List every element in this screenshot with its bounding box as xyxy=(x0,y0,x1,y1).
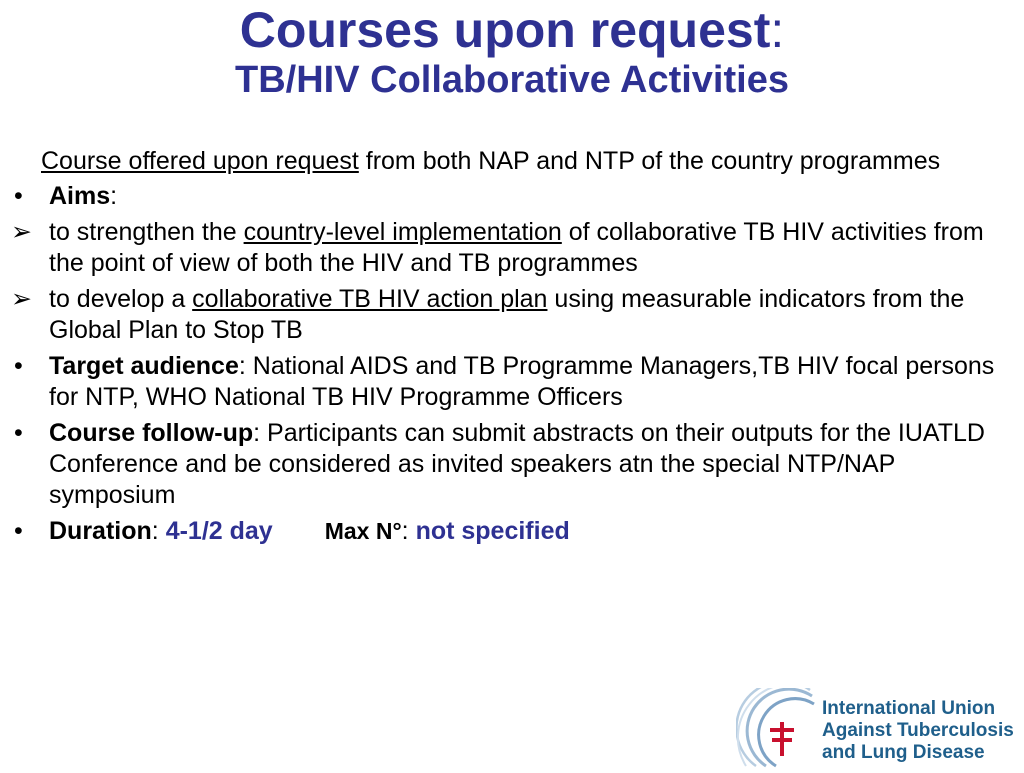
duration-colon: : xyxy=(151,517,166,545)
duration-label: Duration xyxy=(49,517,152,545)
title-colon: : xyxy=(770,2,785,58)
aim-2-post: using measurable indicators from the Global Plan to Stop TB xyxy=(49,285,965,344)
aim-1-post: of collaborative TB HIV activities from the point of view of both the HIV and TB programmes xyxy=(49,218,984,277)
target-label: Target audience xyxy=(49,352,239,380)
intro-rest-text: from both NAP and NTP of the country programmes xyxy=(358,147,941,175)
bullet-target-audience xyxy=(0,351,1010,413)
logo-line-2: Against Tuberculosis xyxy=(822,720,1014,741)
slide-body xyxy=(0,146,1010,552)
bullet-dot: • xyxy=(14,419,23,447)
aim-1-underlined: country-level implementation xyxy=(243,218,562,246)
aim-item-2 xyxy=(0,284,1010,346)
slide-subtitle: TB/HIV Collaborative Activities xyxy=(235,59,789,101)
iuatld-logo xyxy=(736,688,1018,768)
aims-colon: : xyxy=(110,182,118,210)
bullet-dot: • xyxy=(14,517,23,545)
followup-label: Course follow-up xyxy=(49,419,254,447)
aims-label: Aims xyxy=(49,182,111,210)
aim-2-pre: to develop a xyxy=(49,285,193,313)
slide-title-block xyxy=(0,2,1024,102)
arrow-bullet-icon: ➢ xyxy=(11,285,32,313)
title-main-text: Courses upon request xyxy=(239,2,771,58)
target-text: : National AIDS and TB Programme Managers,TB HIV focal persons for NTP, WHO National TB HIV Programme Officers xyxy=(49,352,995,411)
logo-line-1: International Union xyxy=(822,698,996,719)
max-participants-value: not specified xyxy=(415,517,570,545)
aim-2-underlined: collaborative TB HIV action plan xyxy=(192,285,548,313)
max-colon: : xyxy=(401,517,416,545)
double-barred-cross-icon xyxy=(736,688,820,768)
bullet-dot: • xyxy=(14,182,23,210)
duration-value: 4-1/2 day xyxy=(165,517,273,545)
arrow-bullet-icon: ➢ xyxy=(11,218,32,246)
aim-1-pre: to strengthen the xyxy=(49,218,244,246)
bullet-aims xyxy=(0,181,1010,212)
bullet-duration xyxy=(0,516,1010,547)
logo-line-3: and Lung Disease xyxy=(822,742,985,763)
slide-title xyxy=(0,2,1024,58)
intro-line xyxy=(0,146,1010,177)
bullet-dot: • xyxy=(14,352,23,380)
logo-text xyxy=(822,698,1014,764)
bullet-course-follow-up xyxy=(0,418,1010,511)
max-participants-label: Max N° xyxy=(324,518,402,544)
aim-item-1 xyxy=(0,217,1010,279)
followup-text: : Participants can submit abstracts on their outputs for the IUATLD Conference and be considered as invited speakers atn the special NTP/NAP symposium xyxy=(49,419,985,509)
intro-link-text: Course offered upon request xyxy=(41,147,359,175)
